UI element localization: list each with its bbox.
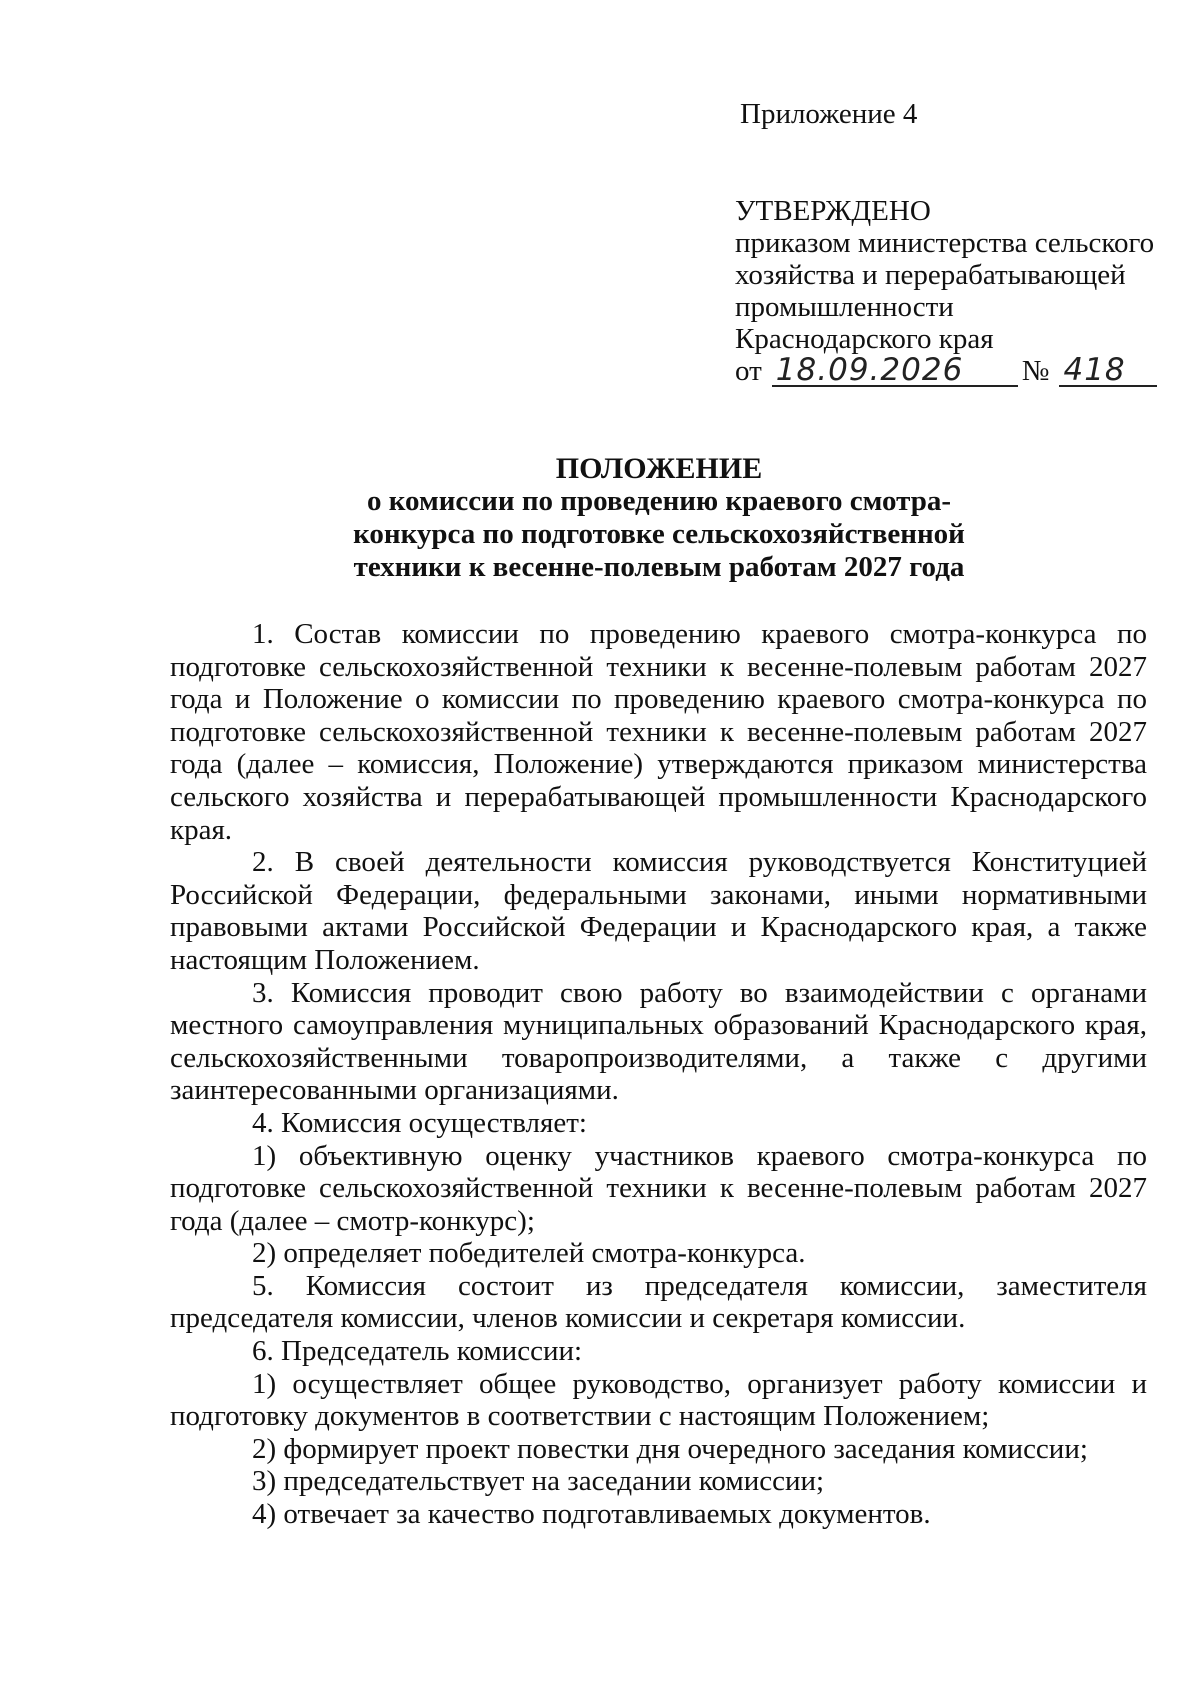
title-main: ПОЛОЖЕНИЕ bbox=[555, 452, 763, 485]
paragraph: 1) объективную оценку участников краевого смотра-конкурса по подготовке сельскохозяйственной техники к весенне-полевым работам 2027 года (далее – смотр-конкурс); bbox=[170, 1139, 1147, 1237]
paragraph: 1. Состав комиссии по проведению краевого смотра-конкурса по подготовке сельскохозяйственной техники к весенне-полевым работам 2027 года и Положение о комиссии по проведению краевого смотра-конкурса по подготовке сельскохозяйственной техники к весенне-полевым работам 2027 года (далее – комиссия, Положение) утверждаются приказом министерства сельского хозяйства и перерабатывающей промышленности Краснодарского края. bbox=[170, 618, 1147, 846]
approved-by-line: Краснодарского края bbox=[735, 323, 994, 355]
approved-by-line: промышленности bbox=[735, 291, 954, 323]
date-prefix: от bbox=[735, 355, 762, 387]
approved-heading: УТВЕРЖДЕНО bbox=[735, 195, 931, 227]
paragraph: 2) формирует проект повестки дня очередного заседания комиссии; bbox=[252, 1432, 1088, 1465]
approved-by-line: приказом министерства сельского bbox=[735, 227, 1155, 259]
handwritten-date: 18.09.2026 bbox=[772, 355, 1018, 387]
document-title bbox=[0, 452, 1200, 584]
paragraph: 6. Председатель комиссии: bbox=[252, 1335, 583, 1368]
paragraph: 2. В своей деятельности комиссия руководствуется Конституцией Российской Федерации, федеральными законами, иными нормативными правовыми актами Российской Федерации и Краснодарского края, а также настоящим Положением. bbox=[170, 846, 1147, 976]
paragraph: 5. Комиссия состоит из председателя комиссии, заместителя председателя комиссии, членов комиссии и секретаря комиссии. bbox=[170, 1269, 1147, 1335]
order-date-number-line bbox=[735, 352, 1157, 388]
paragraph: 4) отвечает за качество подготавливаемых документов. bbox=[252, 1498, 931, 1531]
paragraph: 3) председательствует на заседании комиссии; bbox=[252, 1465, 825, 1498]
paragraph: 1) осуществляет общее руководство, организует работу комиссии и подготовку документов в соответствии с настоящим Положением; bbox=[170, 1367, 1147, 1433]
title-line: техники к весенне-полевым работам 2027 года bbox=[353, 551, 965, 583]
annex-label: Приложение 4 bbox=[740, 98, 918, 130]
number-sign: № bbox=[1021, 355, 1050, 387]
title-line: о комиссии по проведению краевого смотра- bbox=[366, 485, 952, 517]
document-body bbox=[170, 618, 1147, 1531]
approved-by-line: хозяйства и перерабатывающей bbox=[735, 259, 1126, 291]
paragraph: 4. Комиссия осуществляет: bbox=[252, 1106, 587, 1139]
handwritten-number: 418 bbox=[1059, 355, 1157, 387]
paragraph: 2) определяет победителей смотра-конкурса. bbox=[252, 1237, 806, 1270]
paragraph: 3. Комиссия проводит свою работу во взаимодействии с органами местного самоуправления муниципальных образований Краснодарского края, сельскохозяйственными товаропроизводителями, а также с другими заинтересованными организациями. bbox=[170, 976, 1147, 1107]
title-line: конкурса по подготовке сельскохозяйственной bbox=[353, 518, 965, 550]
approval-stamp-block bbox=[735, 195, 1157, 387]
